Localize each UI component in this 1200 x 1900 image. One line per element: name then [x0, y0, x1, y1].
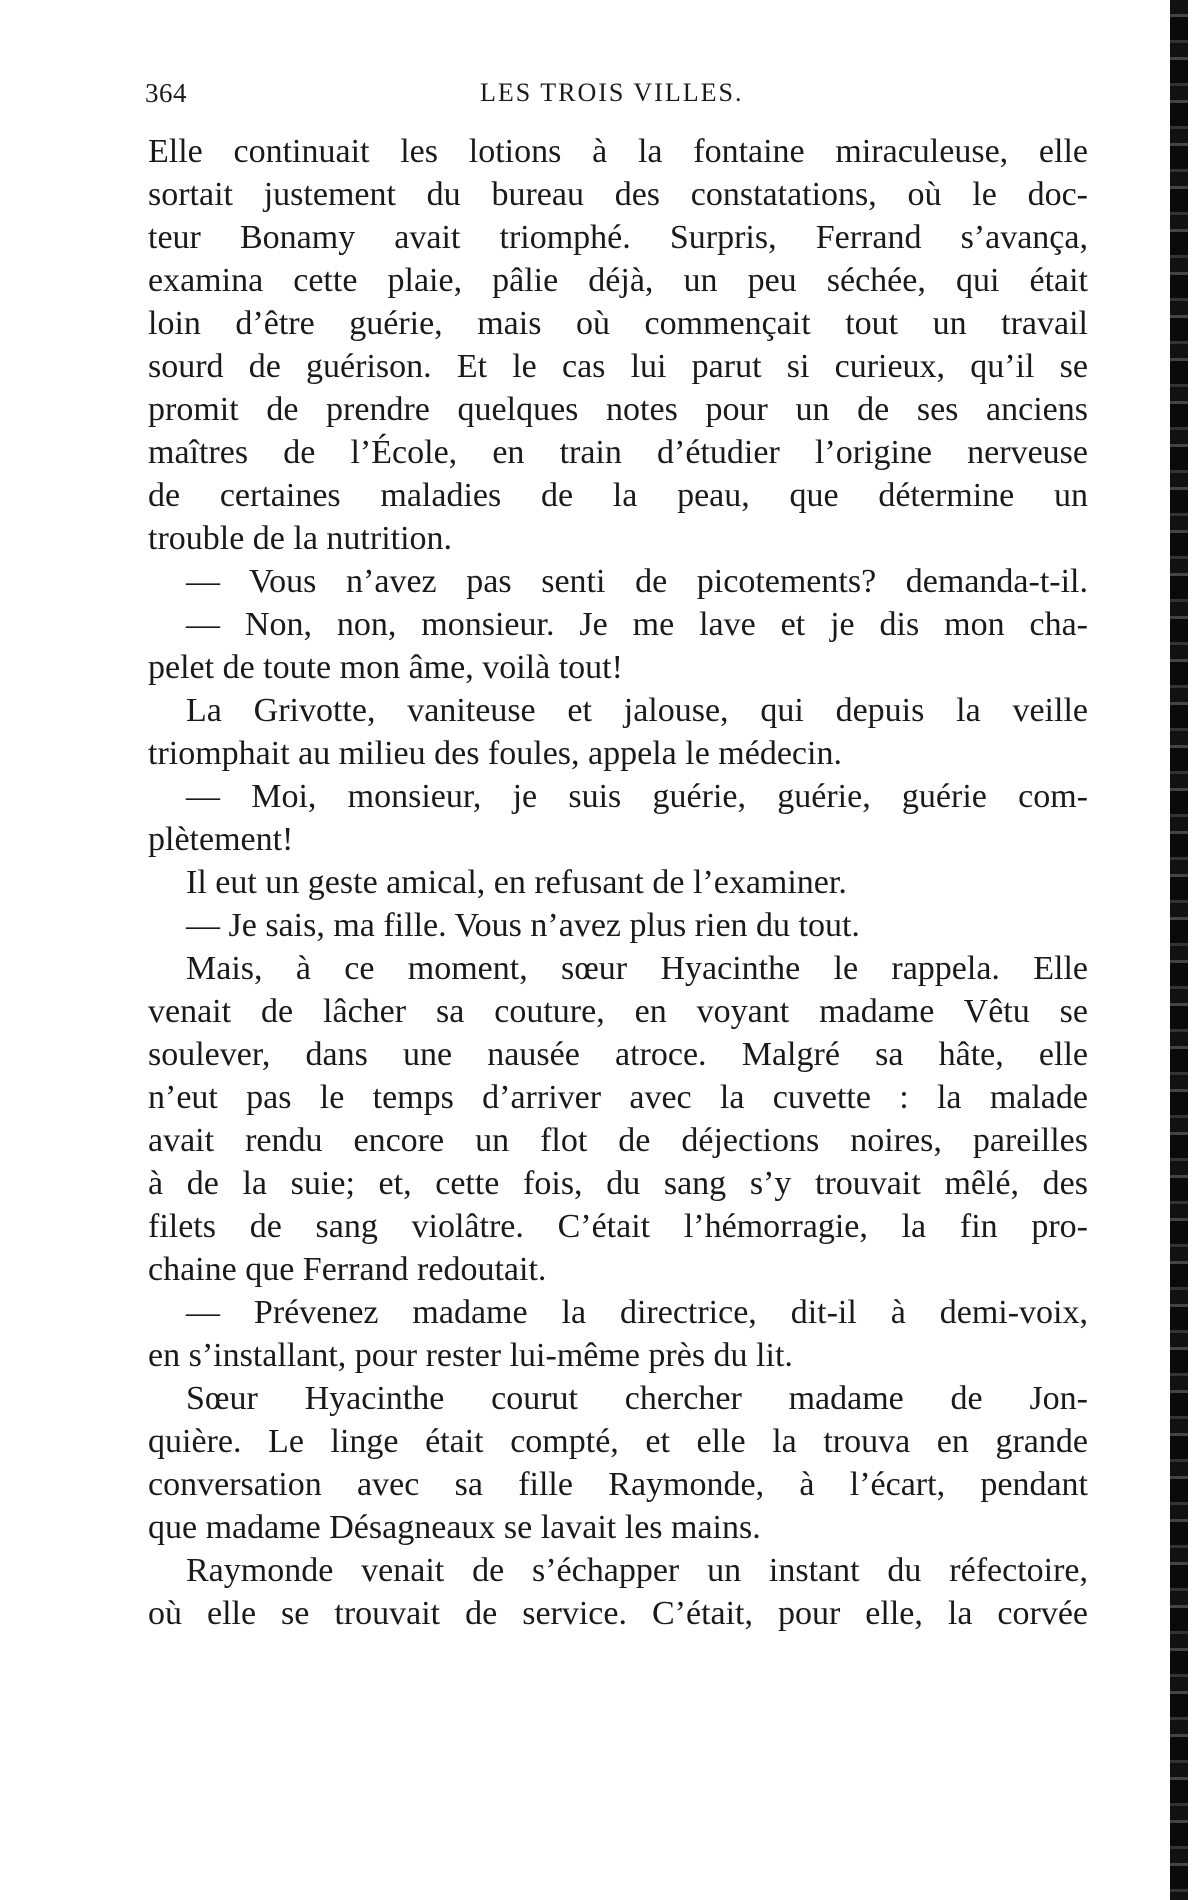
text-line: Il eut un geste amical, en refusant de l’examiner. [186, 864, 847, 901]
page-header [145, 78, 1090, 118]
text-line: teur Bonamy avait triomphé. Surpris, Ferrand s’avança, [148, 219, 1088, 256]
text-line: Sœur Hyacinthe courut chercher madame de Jon- [186, 1380, 1088, 1417]
text-line: n’eut pas le temps d’arriver avec la cuvette : la malade [148, 1079, 1088, 1116]
text-line: filets de sang violâtre. C’était l’hémorragie, la fin pro- [148, 1208, 1088, 1245]
text-line: en s’installant, pour rester lui-même près du lit. [148, 1337, 793, 1374]
text-line: Mais, à ce moment, sœur Hyacinthe le rappela. Elle [186, 950, 1088, 987]
text-line: que madame Désagneaux se lavait les mains. [148, 1509, 761, 1546]
text-line: triomphait au milieu des foules, appela le médecin. [148, 735, 842, 772]
text-line: loin d’être guérie, mais où commençait tout un travail [148, 305, 1088, 342]
text-line: sourd de guérison. Et le cas lui parut si curieux, qu’il se [148, 348, 1088, 385]
text-line: conversation avec sa fille Raymonde, à l’écart, pendant [148, 1466, 1088, 1503]
text-line: venait de lâcher sa couture, en voyant madame Vêtu se [148, 993, 1088, 1030]
page-number: 364 [145, 78, 187, 108]
text-line: trouble de la nutrition. [148, 520, 453, 557]
text-line: quière. Le linge était compté, et elle la trouva en grande [148, 1423, 1088, 1460]
text-line: promit de prendre quelques notes pour un de ses anciens [148, 391, 1088, 428]
running-title: LES TROIS VILLES. [480, 78, 744, 107]
text-line: Elle continuait les lotions à la fontaine miraculeuse, elle [148, 133, 1088, 170]
text-line: pelet de toute mon âme, voilà tout! [148, 649, 623, 686]
text-line: sortait justement du bureau des constatations, où le doc- [148, 176, 1088, 213]
text-line: à de la suie; et, cette fois, du sang s’y trouvait mêlé, des [148, 1165, 1088, 1202]
text-line: où elle se trouvait de service. C’était, pour elle, la corvée [148, 1595, 1088, 1632]
text-line: — Vous n’avez pas senti de picotements? demanda-t-il. [186, 563, 1088, 600]
text-line: examina cette plaie, pâlie déjà, un peu séchée, qui était [148, 262, 1088, 299]
text-line: — Je sais, ma fille. Vous n’avez plus rien du tout. [186, 907, 860, 944]
text-line: — Prévenez madame la directrice, dit-il à demi-voix, [186, 1294, 1088, 1331]
text-line: avait rendu encore un flot de déjections noires, pareilles [148, 1122, 1088, 1159]
text-line: maîtres de l’École, en train d’étudier l’origine nerveuse [148, 434, 1088, 471]
text-line: de certaines maladies de la peau, que détermine un [148, 477, 1088, 514]
body-text [148, 130, 1088, 1635]
text-line: — Moi, monsieur, je suis guérie, guérie, guérie com- [186, 778, 1088, 815]
text-line: chaine que Ferrand redoutait. [148, 1251, 547, 1288]
text-line: plètement! [148, 821, 294, 858]
text-line: La Grivotte, vaniteuse et jalouse, qui depuis la veille [186, 692, 1088, 729]
text-line: soulever, dans une nausée atroce. Malgré sa hâte, elle [148, 1036, 1088, 1073]
scan-edge-border [1148, 0, 1200, 1900]
text-line: — Non, non, monsieur. Je me lave et je dis mon cha- [186, 606, 1088, 643]
text-line: Raymonde venait de s’échapper un instant du réfectoire, [186, 1552, 1088, 1589]
